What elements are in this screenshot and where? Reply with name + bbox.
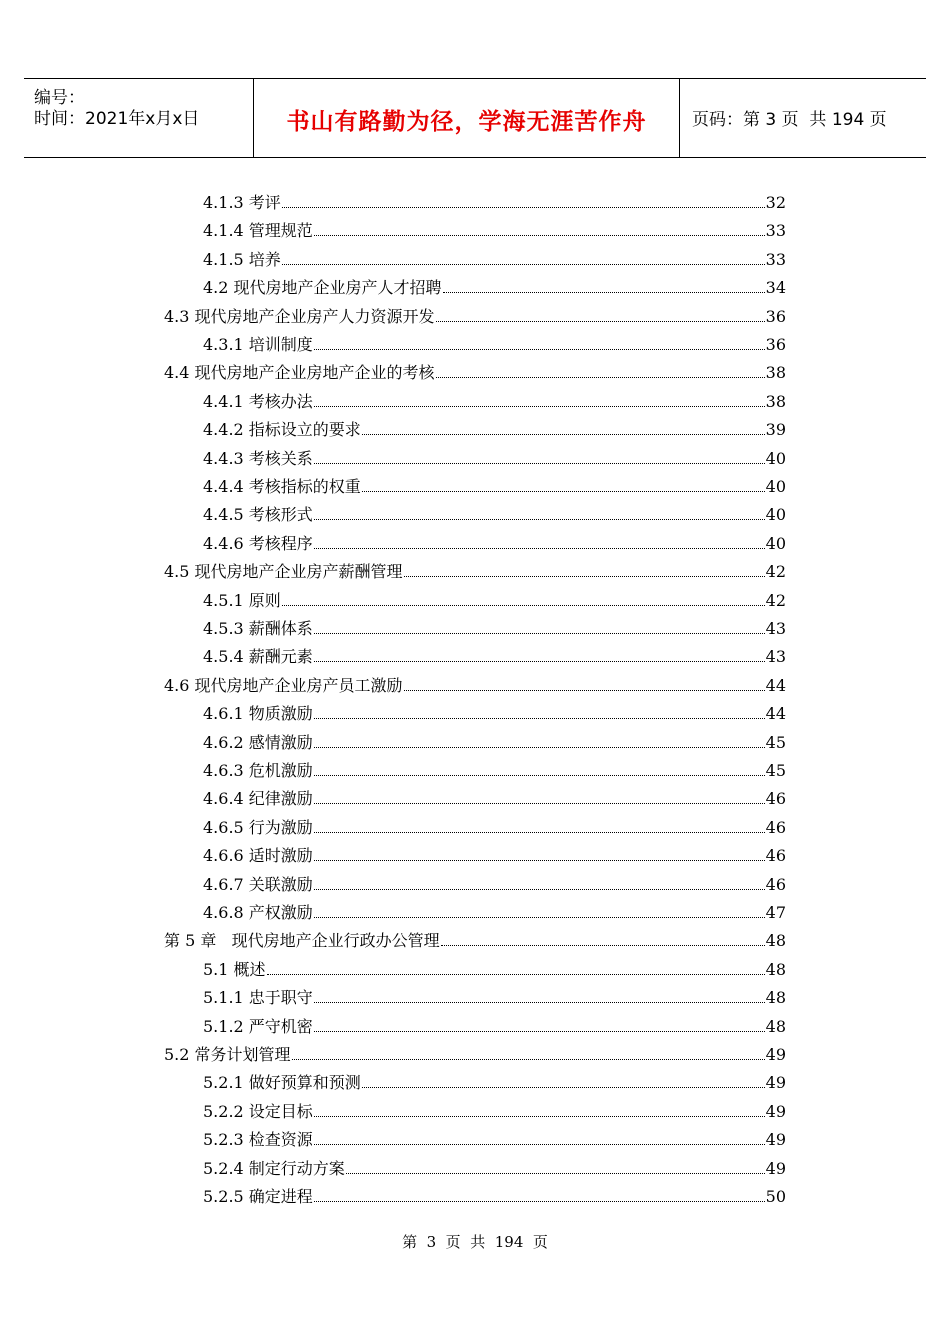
toc-entry[interactable] [203, 696, 786, 724]
toc-leader-dots [314, 547, 765, 549]
toc-entry[interactable] [203, 725, 786, 753]
toc-entry-page-number: 44 [765, 675, 786, 695]
toc-entry-page-number: 42 [765, 562, 786, 582]
header-meta-cell [24, 79, 254, 157]
toc-leader-dots [362, 490, 765, 492]
toc-entry[interactable] [203, 867, 786, 895]
toc-leader-dots [314, 1200, 765, 1202]
toc-entry[interactable] [203, 1094, 786, 1122]
toc-leader-dots [436, 320, 765, 322]
toc-entry[interactable] [164, 355, 786, 383]
toc-entry[interactable] [203, 1009, 786, 1037]
header-motto-cell [254, 79, 680, 157]
toc-entry-label: 5.2 常务计划管理 [164, 1045, 291, 1064]
toc-entry-label: 4.6 现代房地产企业房产员工激励 [164, 675, 403, 695]
toc-entry-label: 4.6.1 物质激励 [203, 704, 313, 724]
toc-entry[interactable] [164, 668, 786, 696]
toc-entry-label: 5.2.2 设定目标 [203, 1101, 313, 1121]
toc-entry[interactable] [203, 441, 786, 469]
toc-entry-label: 5.1.1 忠于职守 [203, 988, 313, 1008]
toc-leader-dots [314, 405, 765, 407]
toc-entry-page-number: 40 [765, 477, 786, 496]
toc-entry-page-number: 48 [765, 988, 786, 1008]
toc-entry-page-number: 49 [765, 1045, 786, 1064]
toc-entry-page-number: 45 [765, 761, 786, 780]
toc-leader-dots [314, 462, 765, 464]
toc-entry-page-number: 46 [765, 874, 786, 894]
toc-entry-page-number: 32 [765, 193, 786, 212]
toc-entry-page-number: 48 [765, 931, 786, 951]
toc-leader-dots [314, 1001, 765, 1003]
page-footer: 第 3 页 共 194 页 [402, 1233, 548, 1251]
toc-entry-label: 4.4.2 指标设立的要求 [203, 420, 361, 440]
toc-entry-page-number: 49 [765, 1073, 786, 1093]
toc-entry-label: 4.6.3 危机激励 [203, 761, 313, 780]
toc-leader-dots [314, 1030, 765, 1032]
toc-entry-label: 4.6.5 行为激励 [203, 817, 313, 837]
toc-entry-page-number: 45 [765, 732, 786, 752]
toc-entry-label: 5.1 概述 [203, 959, 266, 979]
toc-entry-label: 4.2 现代房地产企业房产人才招聘 [203, 278, 442, 298]
toc-entry-label: 4.6.7 关联激励 [203, 874, 313, 894]
toc-entry-label: 4.6.2 感情激励 [203, 732, 313, 752]
toc-entry-page-number: 46 [765, 789, 786, 809]
toc-entry-label: 4.5.1 原则 [203, 590, 281, 610]
toc-entry[interactable] [203, 611, 786, 639]
toc-entry[interactable] [164, 1037, 786, 1065]
toc-entry-page-number: 43 [765, 647, 786, 667]
toc-entry-label: 4.1.4 管理规范 [203, 221, 313, 241]
toc-entry-label: 5.2.5 确定进程 [203, 1187, 313, 1206]
toc-entry-label: 5.2.4 制定行动方案 [203, 1158, 345, 1178]
toc-leader-dots [314, 746, 765, 748]
toc-entry[interactable] [203, 469, 786, 497]
toc-entry-label: 5.2.1 做好预算和预测 [203, 1073, 361, 1093]
toc-entry-page-number: 36 [765, 306, 786, 326]
toc-entry[interactable] [164, 923, 786, 951]
toc-leader-dots [314, 234, 765, 236]
toc-entry[interactable] [203, 639, 786, 667]
toc-entry-page-number: 40 [765, 505, 786, 525]
toc-leader-dots [314, 660, 765, 662]
toc-entry-label: 4.4.5 考核形式 [203, 505, 313, 525]
toc-entry-label: 4.4.6 考核程序 [203, 533, 313, 553]
toc-leader-dots [443, 291, 765, 293]
toc-entry[interactable] [203, 583, 786, 611]
toc-entry-page-number: 34 [765, 278, 786, 298]
toc-leader-dots [314, 1115, 765, 1117]
toc-entry-page-number: 40 [765, 448, 786, 468]
toc-entry-page-number: 36 [765, 335, 786, 354]
toc-leader-dots [346, 1172, 765, 1174]
toc-entry[interactable] [203, 412, 786, 440]
toc-entry-label: 4.6.4 纪律激励 [203, 789, 313, 809]
toc-entry[interactable] [203, 810, 786, 838]
toc-entry-label: 4.5 现代房地产企业房产薪酬管理 [164, 562, 403, 582]
toc-leader-dots [314, 632, 765, 634]
toc-entry-label: 4.6.8 产权激励 [203, 903, 313, 922]
toc-entry-page-number: 48 [765, 959, 786, 979]
toc-entry-page-number: 46 [765, 817, 786, 837]
toc-entry-page-number: 38 [765, 363, 786, 383]
toc-entry-label: 第 5 章 现代房地产企业行政办公管理 [164, 931, 440, 951]
toc-entry-label: 5.2.3 检查资源 [203, 1130, 313, 1150]
toc-entry[interactable] [203, 781, 786, 809]
toc-leader-dots [292, 1058, 765, 1060]
toc-entry-label: 4.6.6 适时激励 [203, 846, 313, 866]
toc-entry-label: 4.3.1 培训制度 [203, 335, 313, 354]
toc-entry[interactable] [203, 327, 786, 355]
toc-entry-label: 4.5.3 薪酬体系 [203, 619, 313, 638]
toc-leader-dots [282, 263, 765, 265]
toc-entry-label: 4.4.4 考核指标的权重 [203, 477, 361, 496]
toc-entry[interactable] [164, 299, 786, 327]
toc-entry[interactable] [203, 838, 786, 866]
toc-entry-page-number: 47 [765, 903, 786, 922]
toc-entry[interactable] [203, 1122, 786, 1150]
toc-entry-page-number: 43 [765, 619, 786, 638]
toc-entry[interactable] [203, 895, 786, 923]
toc-entry-page-number: 46 [765, 846, 786, 866]
toc-entry-page-number: 33 [765, 249, 786, 269]
toc-entry-page-number: 39 [765, 420, 786, 440]
toc-entry-label: 4.4.3 考核关系 [203, 448, 313, 468]
toc-leader-dots [404, 575, 765, 577]
toc-entry-page-number: 49 [765, 1158, 786, 1178]
toc-leader-dots [314, 916, 765, 918]
toc-entry[interactable] [203, 1065, 786, 1093]
toc-leader-dots [362, 433, 765, 435]
toc-entry[interactable] [203, 242, 786, 270]
toc-leader-dots [314, 888, 765, 890]
toc-leader-dots [314, 717, 765, 719]
doc-number-label: 编号： [34, 88, 85, 108]
toc-leader-dots [436, 376, 765, 378]
toc-entry-label: 5.1.2 严守机密 [203, 1016, 313, 1036]
toc-entry-page-number: 50 [765, 1187, 786, 1206]
header-page-cell [680, 79, 926, 157]
toc-leader-dots [404, 689, 765, 691]
toc-entry-label: 4.4 现代房地产企业房地产企业的考核 [164, 363, 435, 383]
motto-text: 书山有路勤为径，学海无涯苦作舟 [286, 109, 647, 135]
toc-entry[interactable] [203, 270, 786, 298]
toc-entry-page-number: 48 [765, 1016, 786, 1036]
toc-leader-dots [314, 348, 765, 350]
toc-leader-dots [314, 859, 765, 861]
toc-leader-dots [282, 206, 765, 208]
toc-entry[interactable] [164, 554, 786, 582]
toc-leader-dots [314, 1143, 765, 1145]
toc-entry[interactable] [203, 1151, 786, 1179]
toc-entry-label: 4.1.5 培养 [203, 249, 281, 269]
toc-entry[interactable] [203, 185, 786, 213]
toc-leader-dots [314, 831, 765, 833]
toc-entry[interactable] [203, 980, 786, 1008]
toc-entry-page-number: 38 [765, 391, 786, 411]
toc-leader-dots [441, 944, 765, 946]
toc-leader-dots [314, 802, 765, 804]
toc-entry-label: 4.5.4 薪酬元素 [203, 647, 313, 667]
page-header [24, 78, 926, 158]
toc-entry-label: 4.3 现代房地产企业房产人力资源开发 [164, 306, 435, 326]
toc-entry-page-number: 42 [765, 590, 786, 610]
toc-entry-label: 4.1.3 考评 [203, 193, 281, 212]
toc-entry-page-number: 49 [765, 1101, 786, 1121]
toc-entry[interactable] [203, 526, 786, 554]
toc-entry-page-number: 40 [765, 533, 786, 553]
toc-leader-dots [362, 1086, 765, 1088]
toc-entry[interactable] [203, 384, 786, 412]
toc-entry[interactable] [203, 753, 786, 781]
toc-leader-dots [267, 973, 765, 975]
toc-entry-page-number: 33 [765, 221, 786, 241]
toc-leader-dots [282, 604, 765, 606]
toc-entry[interactable] [203, 213, 786, 241]
toc-entry[interactable] [203, 1179, 786, 1207]
toc-entry-label: 4.4.1 考核办法 [203, 391, 313, 411]
toc-entry[interactable] [203, 497, 786, 525]
time-label: 时间：2021年x月x日 [34, 109, 200, 129]
toc-leader-dots [314, 774, 765, 776]
toc-leader-dots [314, 518, 765, 520]
page-info: 页码：第 3 页 共 194 页 [692, 110, 887, 130]
toc-entry[interactable] [203, 952, 786, 980]
toc-entry-page-number: 44 [765, 704, 786, 724]
toc-entry-page-number: 49 [765, 1130, 786, 1150]
